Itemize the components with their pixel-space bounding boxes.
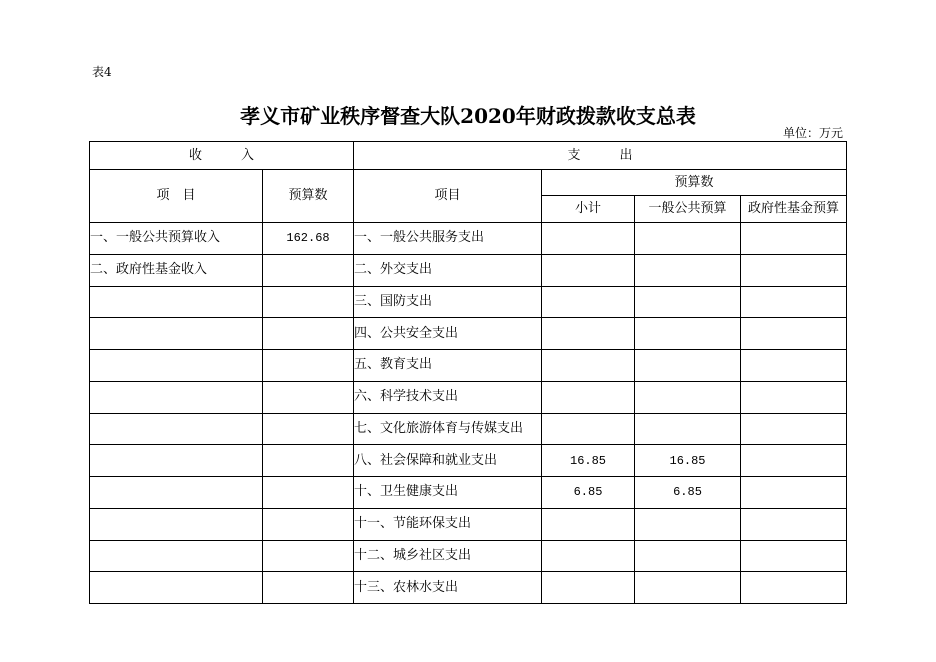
table-row — [90, 254, 847, 286]
government-fund-budget-cell — [741, 477, 847, 509]
government-fund-budget-cell — [741, 286, 847, 318]
income-budget-cell — [263, 286, 354, 318]
subtotal-cell: 16.85 — [542, 445, 635, 477]
header-row-columns — [90, 170, 847, 196]
income-budget-cell: 162.68 — [263, 223, 354, 255]
income-budget-cell — [263, 318, 354, 350]
government-fund-budget-cell — [741, 318, 847, 350]
general-public-budget-header: 一般公共预算 — [635, 196, 741, 223]
table-row — [90, 445, 847, 477]
subtotal-cell — [542, 223, 635, 255]
expense-item-cell: 十三、农林水支出 — [354, 572, 542, 604]
expense-item-cell: 三、国防支出 — [354, 286, 542, 318]
income-item-cell — [90, 508, 263, 540]
subtotal-cell — [542, 286, 635, 318]
table-row — [90, 540, 847, 572]
general-public-budget-cell — [635, 572, 741, 604]
general-public-budget-cell — [635, 223, 741, 255]
table-row — [90, 508, 847, 540]
subtotal-cell — [542, 318, 635, 350]
table-row — [90, 381, 847, 413]
expense-item-cell: 十二、城乡社区支出 — [354, 540, 542, 572]
income-item-cell — [90, 286, 263, 318]
income-budget-cell — [263, 350, 354, 382]
income-budget-cell — [263, 540, 354, 572]
income-budget-cell — [263, 477, 354, 509]
income-budget-cell — [263, 381, 354, 413]
expense-item-cell: 七、文化旅游体育与传媒支出 — [354, 413, 542, 445]
income-budget-cell — [263, 508, 354, 540]
subtotal-cell — [542, 254, 635, 286]
subtotal-cell — [542, 508, 635, 540]
table-row — [90, 572, 847, 604]
expense-item-cell: 十、卫生健康支出 — [354, 477, 542, 509]
subtotal-cell — [542, 381, 635, 413]
expense-item-cell: 五、教育支出 — [354, 350, 542, 382]
table-row — [90, 413, 847, 445]
subtotal-cell: 6.85 — [542, 477, 635, 509]
table-row — [90, 477, 847, 509]
income-budget-cell — [263, 572, 354, 604]
income-item-cell — [90, 350, 263, 382]
government-fund-budget-cell — [741, 572, 847, 604]
income-item-cell — [90, 381, 263, 413]
document-title: 孝义市矿业秩序督查大队2020年财政拨款收支总表 — [240, 104, 696, 128]
general-public-budget-cell — [635, 381, 741, 413]
government-fund-budget-cell — [741, 223, 847, 255]
general-public-budget-cell — [635, 413, 741, 445]
government-fund-budget-cell — [741, 381, 847, 413]
general-public-budget-cell — [635, 286, 741, 318]
general-public-budget-cell — [635, 254, 741, 286]
header-row-groups — [90, 142, 847, 170]
subtotal-cell — [542, 540, 635, 572]
general-public-budget-cell — [635, 508, 741, 540]
table-row — [90, 286, 847, 318]
general-public-budget-cell — [635, 540, 741, 572]
table-row — [90, 350, 847, 382]
income-item-cell — [90, 445, 263, 477]
unit-label: 单位：万元 — [782, 126, 843, 140]
general-public-budget-cell: 16.85 — [635, 445, 741, 477]
income-item-cell — [90, 413, 263, 445]
expense-budget-group-header: 预算数 — [542, 170, 847, 196]
income-group-header: 收 入 — [90, 142, 354, 170]
government-fund-budget-cell — [741, 445, 847, 477]
government-fund-budget-cell — [741, 508, 847, 540]
government-fund-budget-cell — [741, 350, 847, 382]
expense-item-cell: 二、外交支出 — [354, 254, 542, 286]
income-item-cell: 二、政府性基金收入 — [90, 254, 263, 286]
general-public-budget-cell — [635, 350, 741, 382]
government-fund-budget-cell — [741, 540, 847, 572]
government-fund-budget-header: 政府性基金预算 — [741, 196, 847, 223]
subtotal-header: 小计 — [542, 196, 635, 223]
income-item-cell — [90, 477, 263, 509]
subtotal-cell — [542, 572, 635, 604]
income-budget-cell — [263, 445, 354, 477]
expense-item-cell: 八、社会保障和就业支出 — [354, 445, 542, 477]
income-item-cell — [90, 540, 263, 572]
subtotal-cell — [542, 350, 635, 382]
government-fund-budget-cell — [741, 254, 847, 286]
income-item-cell — [90, 318, 263, 350]
income-budget-cell — [263, 254, 354, 286]
general-public-budget-cell — [635, 318, 741, 350]
expense-group-header: 支 出 — [354, 142, 847, 170]
income-budget-header: 预算数 — [263, 170, 354, 223]
income-item-header: 项 目 — [90, 170, 263, 223]
income-item-cell: 一、一般公共预算收入 — [90, 223, 263, 255]
table-row — [90, 223, 847, 255]
table-row — [90, 318, 847, 350]
expense-item-cell: 四、公共安全支出 — [354, 318, 542, 350]
expense-item-cell: 一、一般公共服务支出 — [354, 223, 542, 255]
government-fund-budget-cell — [741, 413, 847, 445]
expense-item-cell: 六、科学技术支出 — [354, 381, 542, 413]
budget-summary-table — [89, 141, 847, 604]
subtotal-cell — [542, 413, 635, 445]
expense-item-header: 项目 — [354, 170, 542, 223]
general-public-budget-cell: 6.85 — [635, 477, 741, 509]
table-number-label: 表4 — [92, 65, 112, 79]
income-budget-cell — [263, 413, 354, 445]
expense-item-cell: 十一、节能环保支出 — [354, 508, 542, 540]
income-item-cell — [90, 572, 263, 604]
